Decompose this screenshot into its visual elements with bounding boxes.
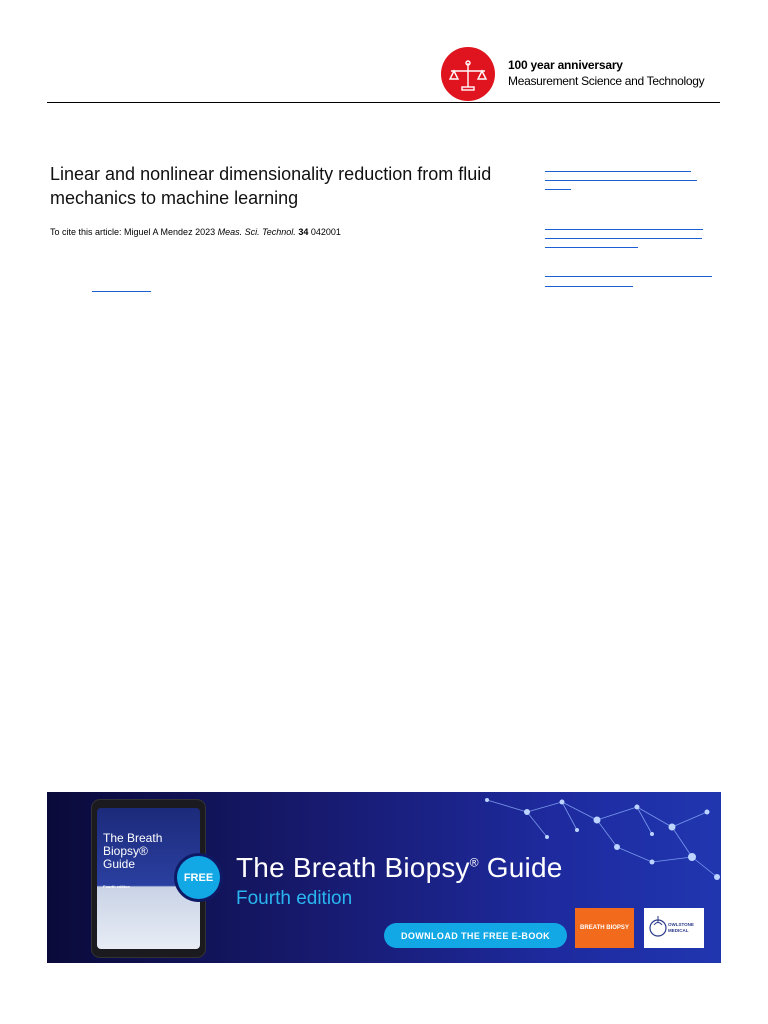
link-underline[interactable] xyxy=(545,247,638,248)
article-title: Linear and nonlinear dimensionality reduction from fluid mechanics to machine learning xyxy=(50,164,492,208)
link-underline[interactable] xyxy=(545,189,571,190)
link-underline[interactable] xyxy=(545,238,702,239)
anniversary-title: 100 year anniversary xyxy=(508,58,623,72)
tablet-cover-edition: Fourth edition xyxy=(103,884,130,889)
citation-line xyxy=(50,227,341,237)
link-underline[interactable] xyxy=(92,291,151,292)
citation-article-number: 042001 xyxy=(310,227,341,237)
header-divider xyxy=(47,102,720,103)
banner-title-tail: Guide xyxy=(478,852,563,883)
banner-title xyxy=(236,852,563,884)
link-underline[interactable] xyxy=(545,286,633,287)
owlstone-logo-text: OWLSTONE MEDICAL xyxy=(668,922,694,933)
free-badge: FREE xyxy=(177,856,220,899)
link-underline[interactable] xyxy=(545,276,712,277)
citation-prefix: To cite this article: Miguel A Mendez 2023 xyxy=(50,227,218,237)
registered-mark: ® xyxy=(469,855,479,870)
citation-volume: 34 xyxy=(298,227,309,237)
tablet-cover-title: The Breath Biopsy® Guide xyxy=(103,831,163,871)
download-ebook-button[interactable]: DOWNLOAD THE FREE E-BOOK xyxy=(384,923,567,948)
journal-logo-icon xyxy=(441,47,495,101)
ad-banner[interactable] xyxy=(47,792,721,963)
breath-biopsy-logo: BREATH BIOPSY xyxy=(575,908,634,948)
molecule-network-icon xyxy=(467,792,721,902)
banner-title-main: The Breath Biopsy xyxy=(236,852,470,883)
link-underline[interactable] xyxy=(545,171,691,172)
journal-name: Measurement Science and Technology xyxy=(508,74,705,88)
link-underline[interactable] xyxy=(545,180,697,181)
link-underline[interactable] xyxy=(545,229,703,230)
citation-journal: Meas. Sci. Technol. xyxy=(217,227,296,237)
owlstone-medical-logo xyxy=(644,908,704,948)
banner-subtitle: Fourth edition xyxy=(236,888,353,909)
